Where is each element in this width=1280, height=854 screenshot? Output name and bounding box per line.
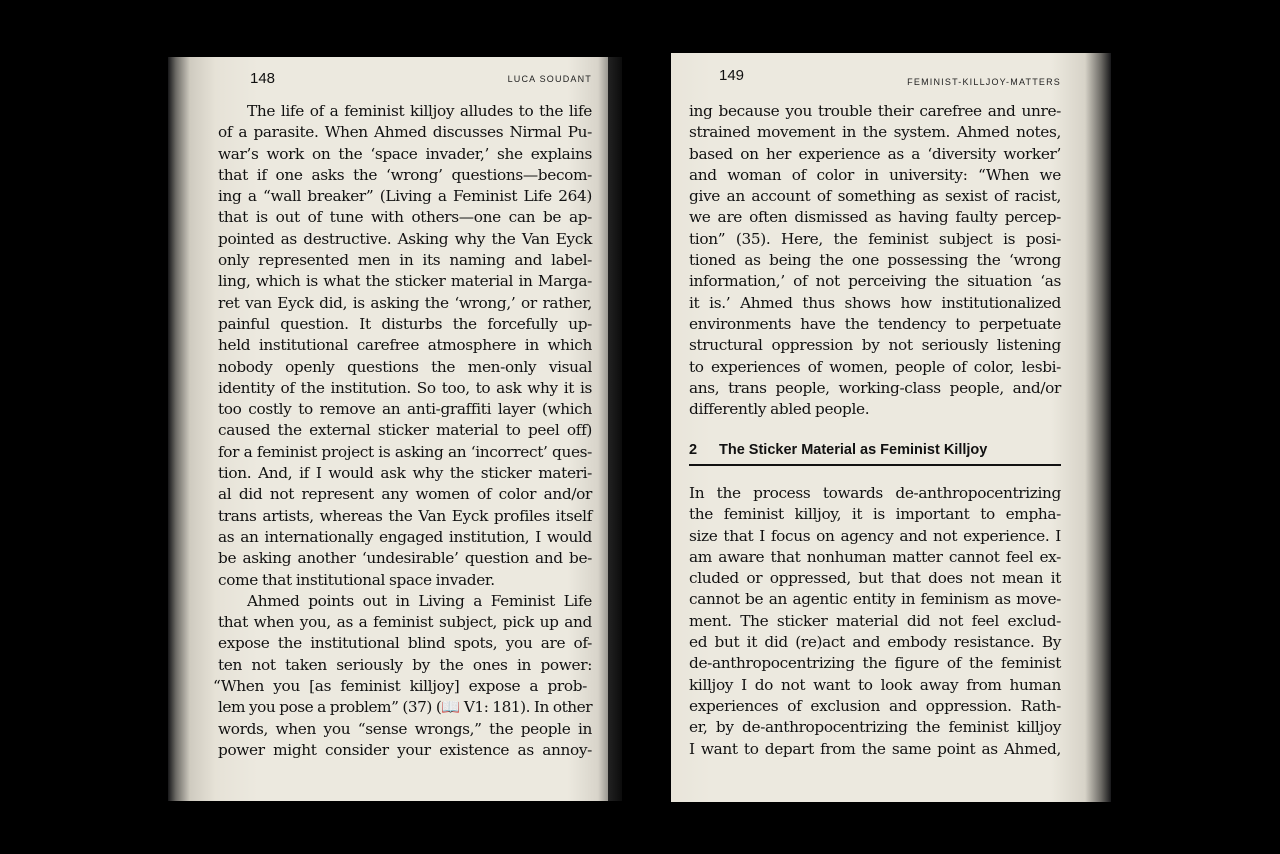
book-spine-shadow	[608, 57, 622, 801]
text-line: experiences of exclusion and oppression. Rath-	[689, 696, 1061, 715]
right-page-number: 149	[719, 67, 745, 84]
text-line: ed but it did (re)act and embody resistance. By	[689, 633, 1061, 652]
text-line: that when you, as a feminist subject, pick up and	[218, 613, 592, 632]
text-line: size that I focus on agency and not experience. I	[689, 526, 1061, 545]
text-line: ans, trans people, working-class people, and/or	[689, 378, 1061, 397]
text-line: ment. The sticker material did not feel exclud-	[689, 611, 1061, 630]
section-number: 2	[689, 442, 698, 458]
text-line: am aware that nonhuman matter cannot feel ex-	[689, 547, 1061, 566]
text-line: tion” (35). Here, the feminist subject is posi-	[689, 229, 1061, 248]
text-line: tion. And, if I would ask why the sticker materi-	[218, 464, 592, 483]
text-line: we are often dismissed as having faulty percep-	[689, 208, 1061, 227]
text-line: be asking another ‘undesirable’ question and be-	[218, 549, 592, 568]
text-line: lem you pose a problem” (37) (📖 V1: 181). In other	[218, 698, 593, 717]
text-line: I want to depart from the same point as Ahmed,	[689, 739, 1061, 758]
text-line: strained movement in the system. Ahmed notes,	[689, 123, 1061, 142]
text-line: Ahmed points out in Living a Feminist Life	[247, 591, 592, 610]
text-line: and woman of color in university: “When we	[689, 165, 1061, 184]
text-line: de-anthropocentrizing the figure of the feminist	[689, 654, 1061, 673]
text-line: “When you [as feminist killjoy] expose a prob-	[213, 677, 587, 696]
text-line: based on her experience as a ‘diversity worker’	[689, 144, 1061, 163]
right-running-head: FEMINIST-KILLJOY-MATTERS	[907, 77, 1061, 87]
text-line: to experiences of women, people of color, lesbi-	[689, 357, 1061, 376]
left-running-head: LUCA SOUDANT	[507, 74, 592, 84]
text-line: too costly to remove an anti-graffiti layer (which	[218, 400, 592, 419]
text-line: information,’ of not perceiving the situation ‘as	[689, 272, 1061, 291]
section-heading	[689, 442, 1061, 466]
text-line: give an account of something as sexist of racist,	[689, 187, 1061, 206]
text-line: ing because you trouble their carefree and unre-	[689, 102, 1061, 120]
text-line: cluded or oppressed, but that does not mean it	[689, 569, 1061, 588]
text-line: pointed as destructive. Asking why the Van Eyck	[218, 229, 592, 248]
text-line: trans artists, whereas the Van Eyck profiles itself	[218, 506, 592, 525]
text-line: the feminist killjoy, it is important to empha-	[689, 505, 1061, 524]
text-line: painful question. It disturbs the forcefully up-	[218, 314, 592, 333]
right-page-body-top	[689, 101, 1061, 420]
text-line: power might consider your existence as annoy-	[218, 740, 592, 759]
text-line: nobody openly questions the men-only visual	[218, 357, 592, 376]
text-line: that if one asks the ‘wrong’ questions—becom-	[218, 165, 592, 184]
text-line: tioned as being the one possessing the ‘wrong	[689, 251, 1061, 270]
left-page-number: 148	[250, 70, 276, 87]
text-line: held institutional carefree atmosphere in which	[218, 336, 592, 355]
text-line: In the process towards de-anthropocentrizing	[689, 484, 1061, 502]
text-line: only represented men in its naming and label-	[218, 251, 592, 270]
left-page-body	[213, 101, 593, 761]
text-line: caused the external sticker material to peel off)	[218, 421, 592, 440]
text-line: ten not taken seriously by the ones in power:	[218, 655, 592, 674]
text-line: as an internationally engaged institution, I would	[218, 527, 592, 546]
text-line: war’s work on the ‘space invader,’ she explains	[218, 144, 592, 163]
section-title: The Sticker Material as Feminist Killjoy	[719, 442, 988, 458]
text-line: differently abled people.	[689, 400, 870, 419]
right-page-body-bottom	[689, 483, 1061, 760]
text-line: environments have the tendency to perpetuate	[689, 314, 1061, 333]
text-line: The life of a feminist killjoy alludes to the life	[247, 102, 592, 120]
text-line: that is out of tune with others—one can be ap-	[218, 208, 592, 227]
text-line: ling, which is what the sticker material in Marga-	[218, 272, 592, 291]
text-line: come that institutional space invader.	[218, 570, 495, 589]
text-line: it is.’ Ahmed thus shows how institutionalized	[689, 293, 1061, 312]
text-line: expose the institutional blind spots, you are of-	[218, 634, 592, 653]
text-line: for a feminist project is asking an ‘incorrect’ ques-	[218, 442, 592, 461]
text-line: ret van Eyck did, is asking the ‘wrong,’ or rather,	[218, 293, 592, 312]
text-line: words, when you “sense wrongs,” the people in	[218, 719, 592, 738]
text-line: identity of the institution. So too, to ask why it is	[218, 378, 592, 397]
text-line: er, by de-anthropocentrizing the feminist killjoy	[689, 718, 1061, 737]
text-line: of a parasite. When Ahmed discusses Nirmal Pu-	[218, 123, 592, 142]
text-line: cannot be an agentic entity in feminism as move-	[689, 590, 1061, 609]
text-line: structural oppression by not seriously listening	[689, 336, 1061, 355]
text-line: ing a “wall breaker” (Living a Feminist Life 264)	[218, 187, 592, 206]
text-line: al did not represent any women of color and/or	[218, 485, 592, 504]
text-line: killjoy I do not want to look away from human	[689, 675, 1061, 694]
